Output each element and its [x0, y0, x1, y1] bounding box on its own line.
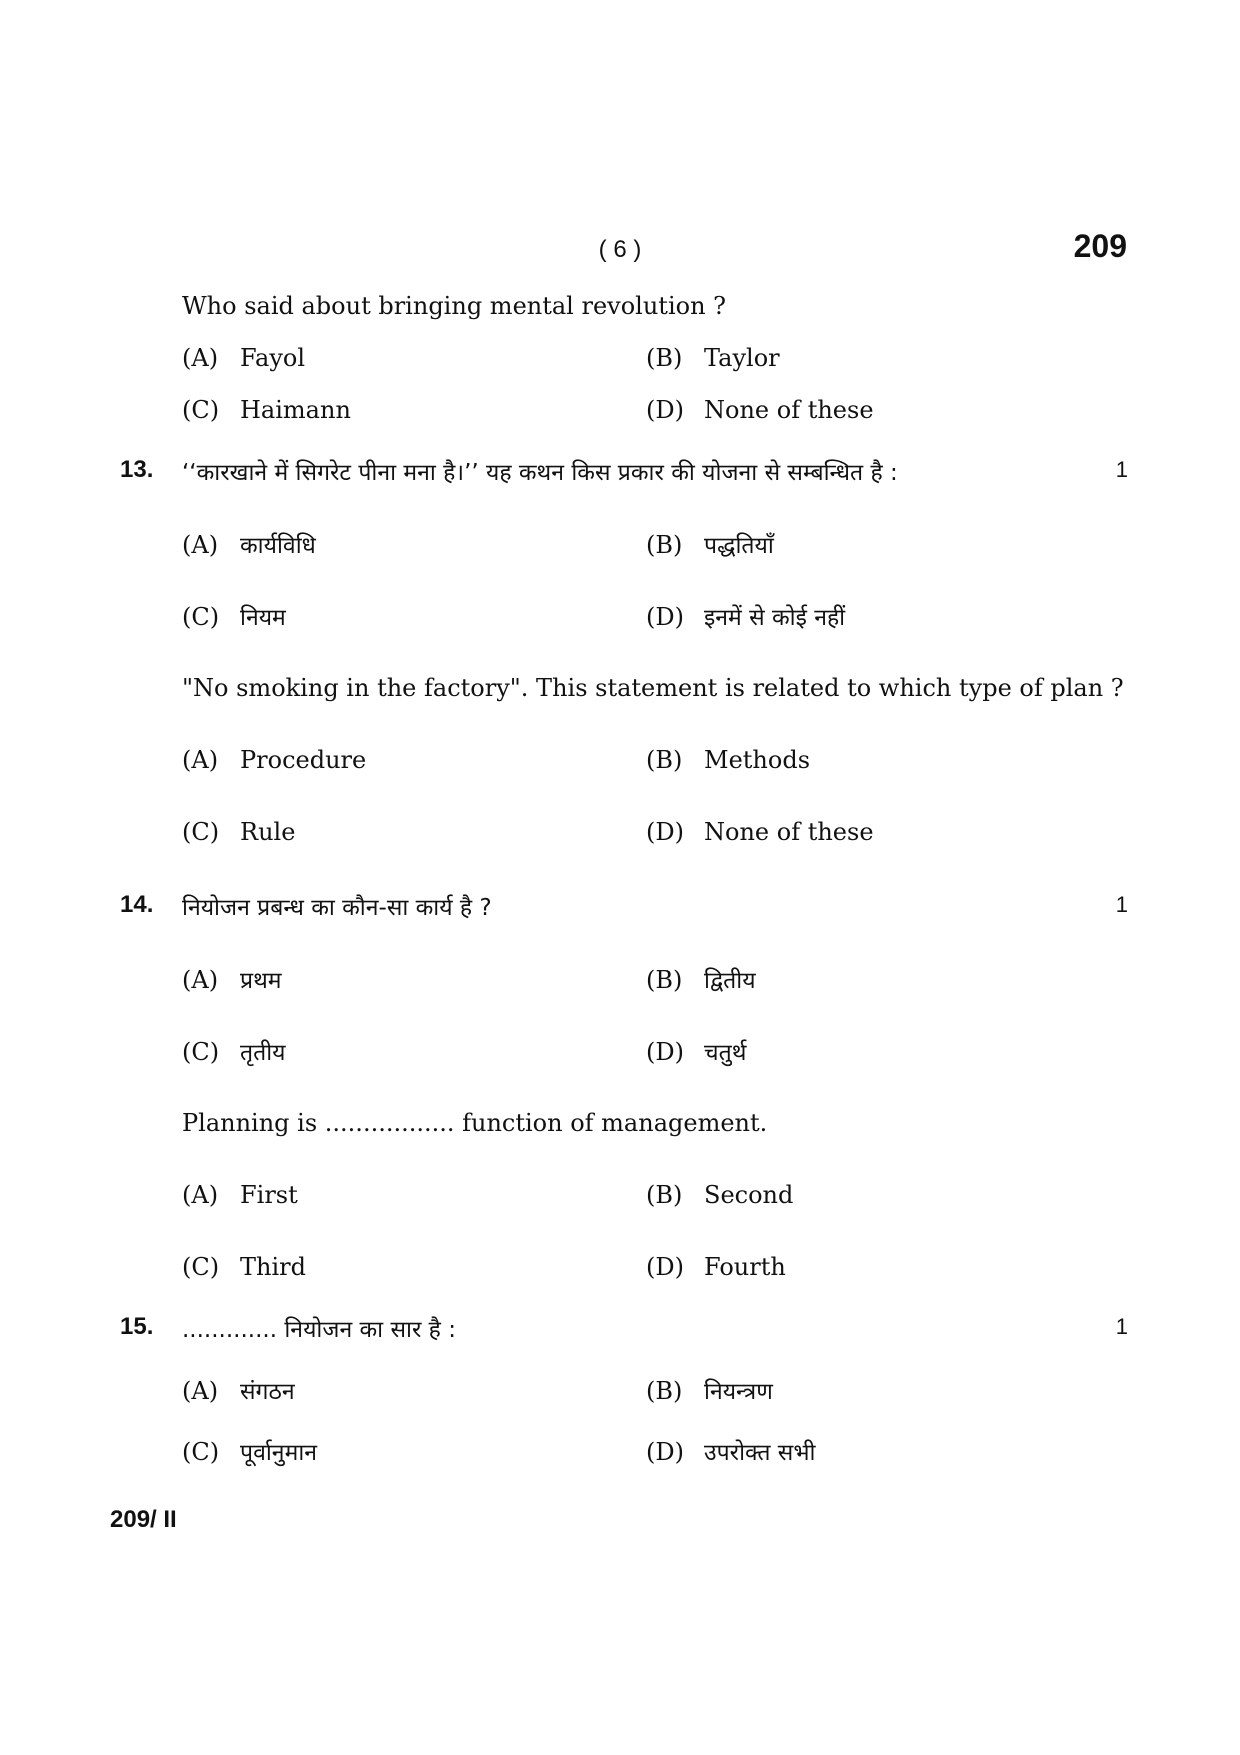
paper-code-footer: 209/ II	[110, 1506, 177, 1533]
q14-english-option-d	[646, 1253, 786, 1281]
option-label: (B)	[646, 344, 683, 372]
option-label: (A)	[182, 1377, 219, 1405]
q14-marks: 1	[1115, 892, 1128, 917]
option-label: (A)	[182, 531, 219, 559]
option-label: (A)	[182, 966, 219, 994]
q13-english-option-a	[182, 746, 366, 774]
option-text: तृतीय	[240, 1040, 286, 1066]
q13-number: 13.	[120, 456, 154, 483]
q15-hindi-option-d	[646, 1435, 815, 1467]
option-text: Third	[240, 1253, 306, 1281]
option-text: Taylor	[704, 344, 780, 372]
option-label: (B)	[646, 746, 683, 774]
option-text: द्वितीय	[704, 968, 756, 994]
q12-english-question: Who said about bringing mental revolution ?	[182, 292, 727, 320]
q13-english-option-c	[182, 818, 295, 846]
option-label: (A)	[182, 746, 219, 774]
option-text: प्रथम	[240, 968, 282, 994]
page-number: ( 6 )	[598, 236, 642, 263]
q13-english-question: "No smoking in the factory". This statement is related to which type of plan ?	[182, 674, 1124, 702]
q13-hindi-option-b	[646, 528, 774, 560]
q14-hindi-option-c	[182, 1035, 286, 1067]
option-label: (D)	[646, 396, 684, 424]
option-label: (D)	[646, 603, 684, 631]
q14-english-option-b	[646, 1181, 793, 1209]
option-text: नियम	[240, 605, 286, 631]
option-label: (B)	[646, 1181, 683, 1209]
q15-number: 15.	[120, 1313, 154, 1340]
option-text: Fayol	[240, 344, 306, 372]
option-text: इनमें से कोई नहीं	[704, 605, 846, 631]
q15-hindi-option-c	[182, 1435, 317, 1467]
option-text: कार्यविधि	[240, 533, 316, 559]
q13-hindi-option-d	[646, 600, 845, 632]
option-text: संगठन	[240, 1379, 295, 1405]
option-text: चतुर्थ	[704, 1040, 747, 1066]
q15-hindi-option-b	[646, 1374, 773, 1406]
q12-option-c	[182, 396, 351, 424]
q14-english-question: Planning is ................. function of management.	[182, 1109, 768, 1137]
option-label: (C)	[182, 396, 220, 424]
option-text: Fourth	[704, 1253, 786, 1281]
option-text: पूर्वानुमान	[240, 1440, 318, 1466]
option-label: (D)	[646, 818, 684, 846]
q13-marks: 1	[1115, 457, 1128, 482]
q13-english-option-b	[646, 746, 810, 774]
option-label: (C)	[182, 1253, 220, 1281]
q14-hindi-option-d	[646, 1035, 746, 1067]
option-label: (D)	[646, 1438, 684, 1466]
q13-english-option-d	[646, 818, 874, 846]
q15-hindi-option-a	[182, 1374, 295, 1406]
option-text: Procedure	[240, 746, 367, 774]
q14-english-option-a	[182, 1181, 298, 1209]
option-label: (C)	[182, 603, 220, 631]
option-text: None of these	[704, 818, 874, 846]
option-text: Haimann	[240, 396, 351, 424]
option-label: (A)	[182, 344, 219, 372]
q12-option-d	[646, 396, 874, 424]
option-text: Methods	[704, 746, 811, 774]
option-label: (C)	[182, 1438, 220, 1466]
option-text: Rule	[240, 818, 296, 846]
option-text: None of these	[704, 396, 874, 424]
q15-hindi-question: ............. नियोजन का सार है :	[182, 1317, 456, 1343]
option-label: (D)	[646, 1038, 684, 1066]
option-label: (D)	[646, 1253, 684, 1281]
q14-hindi-option-b	[646, 963, 756, 995]
q12-option-b	[646, 344, 780, 372]
option-text: Second	[704, 1181, 794, 1209]
option-label: (A)	[182, 1181, 219, 1209]
q14-english-option-c	[182, 1253, 306, 1281]
option-text: First	[240, 1181, 298, 1209]
option-text: पद्धतियाँ	[704, 533, 774, 559]
q14-hindi-question: नियोजन प्रबन्ध का कौन-सा कार्य है ?	[182, 895, 492, 921]
option-label: (B)	[646, 531, 683, 559]
option-label: (C)	[182, 1038, 220, 1066]
q13-hindi-option-c	[182, 600, 286, 632]
option-label: (B)	[646, 966, 683, 994]
q13-hindi-option-a	[182, 528, 316, 560]
q13-hindi-question: ‘‘कारखाने में सिगरेट पीना मना है।’’ यह कथन किस प्रकार की योजना से सम्बन्धित है :	[182, 460, 898, 486]
option-text: उपरोक्त सभी	[704, 1440, 816, 1466]
q12-option-a	[182, 344, 305, 372]
option-label: (C)	[182, 818, 220, 846]
option-label: (B)	[646, 1377, 683, 1405]
option-text: नियन्त्रण	[704, 1379, 773, 1405]
q14-hindi-option-a	[182, 963, 282, 995]
paper-code-header: 209	[1073, 228, 1127, 264]
q14-number: 14.	[120, 891, 154, 918]
q15-marks: 1	[1115, 1314, 1128, 1339]
